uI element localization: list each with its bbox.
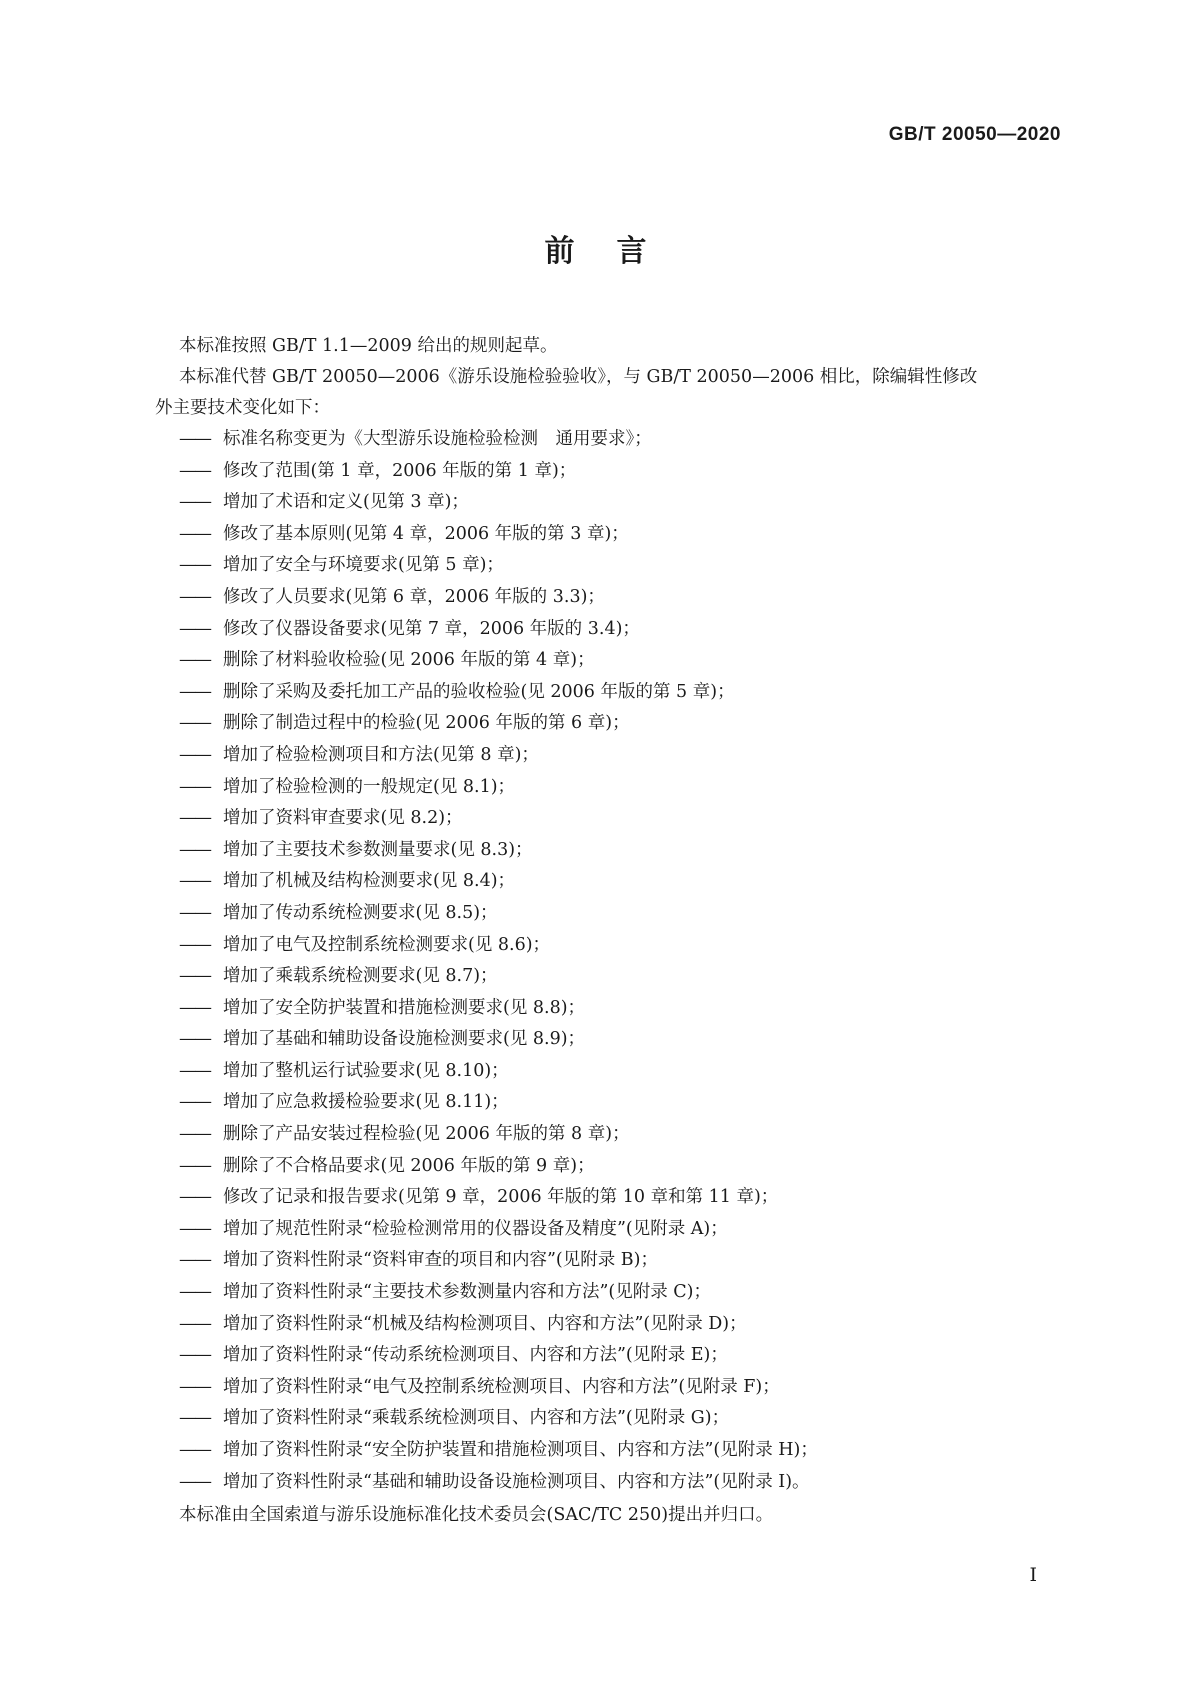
change-text: 增加了资料性附录“乘载系统检测项目、内容和方法”(见附录 G)； (223, 1408, 730, 1429)
change-item (179, 1403, 1059, 1435)
change-text: 增加了资料性附录“电气及控制系统检测项目、内容和方法”(见附录 F)； (223, 1376, 780, 1397)
change-text: 增加了机械及结构检测要求(见 8.4)； (223, 871, 516, 892)
change-item (179, 1435, 1059, 1467)
dash-marker: —— (179, 586, 210, 607)
change-text: 删除了采购及委托加工产品的验收检验(见 2006 年版的第 5 章)； (223, 681, 735, 702)
change-text: 增加了资料性附录“资料审查的项目和内容”(见附录 B)； (223, 1250, 658, 1271)
change-item (179, 519, 1059, 551)
dash-marker: —— (179, 997, 210, 1018)
change-item (179, 456, 1059, 488)
change-item (179, 487, 1059, 519)
dash-marker: —— (179, 1471, 210, 1492)
foreword-body (155, 331, 1059, 1531)
change-text: 增加了安全防护装置和措施检测要求(见 8.8)； (223, 997, 586, 1018)
dash-marker: —— (179, 1124, 210, 1145)
dash-marker: —— (179, 1313, 210, 1334)
change-text: 删除了不合格品要求(见 2006 年版的第 9 章)； (223, 1155, 595, 1176)
change-text: 增加了检验检测的一般规定(见 8.1)； (223, 776, 516, 797)
change-text: 增加了整机运行试验要求(见 8.10)； (223, 1060, 509, 1081)
dash-marker: —— (179, 966, 210, 987)
dash-marker: —— (179, 744, 210, 765)
change-item (179, 1024, 1059, 1056)
dash-marker: —— (179, 1155, 210, 1176)
dash-marker: —— (179, 1060, 210, 1081)
dash-marker: —— (179, 871, 210, 892)
closing-paragraph: 本标准由全国索道与游乐设施标准化技术委员会(SAC/TC 250)提出并归口。 (179, 1505, 774, 1526)
change-text: 增加了电气及控制系统检测要求(见 8.6)； (223, 934, 551, 955)
intro-paragraph-2-line-2: 外主要技术变化如下： (155, 398, 330, 418)
dash-marker: —— (179, 934, 210, 955)
dash-marker: —— (179, 1187, 210, 1208)
change-text: 增加了资料性附录“基础和辅助设备设施检测项目、内容和方法”(见附录 I)。 (223, 1471, 810, 1492)
change-text: 删除了产品安装过程检验(见 2006 年版的第 8 章)； (223, 1124, 630, 1145)
change-text: 修改了仪器设备要求(见第 7 章，2006 年版的 3.4)； (223, 618, 640, 639)
dash-marker: —— (179, 1218, 210, 1239)
change-item (179, 835, 1059, 867)
change-item (179, 614, 1059, 646)
change-item (179, 645, 1059, 677)
change-item (179, 424, 1059, 456)
change-text: 增加了术语和定义(见第 3 章)； (223, 492, 469, 513)
changes-list (179, 424, 1059, 1498)
dash-marker: —— (179, 1345, 210, 1366)
change-item (179, 930, 1059, 962)
dash-marker: —— (179, 1282, 210, 1303)
change-item (179, 1182, 1059, 1214)
change-text: 增加了传动系统检测要求(见 8.5)； (223, 902, 498, 923)
change-item (179, 993, 1059, 1025)
change-item (179, 740, 1059, 772)
change-item (179, 1309, 1059, 1341)
change-item (179, 1340, 1059, 1372)
change-text: 增加了资料性附录“安全防护装置和措施检测项目、内容和方法”(见附录 H)； (223, 1440, 818, 1460)
change-item (179, 550, 1059, 582)
page-title: 前言 (544, 234, 689, 269)
change-item (179, 1151, 1059, 1183)
intro-paragraph-1: 本标准按照 GB/T 1.1—2009 给出的规则起草。 (179, 336, 558, 356)
change-text: 增加了资料性附录“传动系统检测项目、内容和方法”(见附录 E)； (223, 1345, 728, 1366)
dash-marker: —— (179, 839, 210, 860)
dash-marker: —— (179, 523, 210, 544)
change-item (179, 1277, 1059, 1309)
change-text: 修改了人员要求(见第 6 章，2006 年版的 3.3)； (223, 586, 605, 607)
dash-marker: —— (179, 460, 210, 481)
dash-marker: —— (179, 618, 210, 639)
dash-marker: —— (179, 1440, 210, 1460)
page-number: I (1029, 1564, 1037, 1586)
dash-marker: —— (179, 1092, 210, 1113)
dash-marker: —— (179, 1029, 210, 1050)
dash-marker: —— (179, 492, 210, 513)
change-item (179, 803, 1059, 835)
change-text: 增加了规范性附录“检验检测常用的仪器设备及精度”(见附录 A)； (223, 1218, 728, 1239)
change-item (179, 582, 1059, 614)
change-item (179, 961, 1059, 993)
change-text: 增加了主要技术参数测量要求(见 8.3)； (223, 839, 533, 860)
change-text: 修改了记录和报告要求(见第 9 章，2006 年版的第 10 章和第 11 章)； (223, 1187, 779, 1208)
dash-marker: —— (179, 1408, 210, 1429)
change-item (179, 1056, 1059, 1088)
change-item (179, 1245, 1059, 1277)
dash-marker: —— (179, 1376, 210, 1397)
change-text: 修改了基本原则(见第 4 章，2006 年版的第 3 章)； (223, 523, 629, 544)
dash-marker: —— (179, 808, 210, 829)
change-text: 增加了基础和辅助设备设施检测要求(见 8.9)； (223, 1029, 586, 1050)
change-text: 增加了乘载系统检测要求(见 8.7)； (223, 966, 498, 987)
change-item (179, 866, 1059, 898)
dash-marker: —— (179, 429, 210, 449)
change-item (179, 1087, 1059, 1119)
change-item (179, 1467, 1059, 1499)
dash-marker: —— (179, 776, 210, 797)
change-text: 标准名称变更为《大型游乐设施检验检测 通用要求》； (223, 429, 652, 449)
dash-marker: —— (179, 650, 210, 671)
dash-marker: —— (179, 902, 210, 923)
change-item (179, 1119, 1059, 1151)
change-text: 增加了资料审查要求(见 8.2)； (223, 808, 463, 829)
change-text: 删除了材料验收检验(见 2006 年版的第 4 章)； (223, 650, 595, 671)
change-text: 增加了资料性附录“主要技术参数测量内容和方法”(见附录 C)； (223, 1282, 711, 1303)
change-item (179, 677, 1059, 709)
change-item (179, 1214, 1059, 1246)
dash-marker: —— (179, 681, 210, 702)
dash-marker: —— (179, 1250, 210, 1271)
change-text: 修改了范围(第 1 章，2006 年版的第 1 章)； (223, 460, 577, 481)
change-item (179, 708, 1059, 740)
change-text: 增加了安全与环境要求(见第 5 章)； (223, 555, 504, 576)
intro-paragraph-2 (155, 362, 1059, 424)
change-text: 增加了应急救援检验要求(见 8.11)； (223, 1092, 509, 1113)
dash-marker: —— (179, 555, 210, 576)
change-item (179, 898, 1059, 930)
standard-code: GB/T 20050—2020 (888, 124, 1061, 145)
change-text: 删除了制造过程中的检验(见 2006 年版的第 6 章)； (223, 713, 630, 734)
intro-paragraph-2-line-1: 本标准代替 GB/T 20050—2006《游乐设施检验验收》，与 GB/T 20050—2006 相比，除编辑性修改 (179, 367, 978, 387)
change-item (179, 772, 1059, 804)
change-text: 增加了资料性附录“机械及结构检测项目、内容和方法”(见附录 D)； (223, 1313, 747, 1334)
change-item (179, 1372, 1059, 1404)
dash-marker: —— (179, 713, 210, 734)
change-text: 增加了检验检测项目和方法(见第 8 章)； (223, 744, 539, 765)
